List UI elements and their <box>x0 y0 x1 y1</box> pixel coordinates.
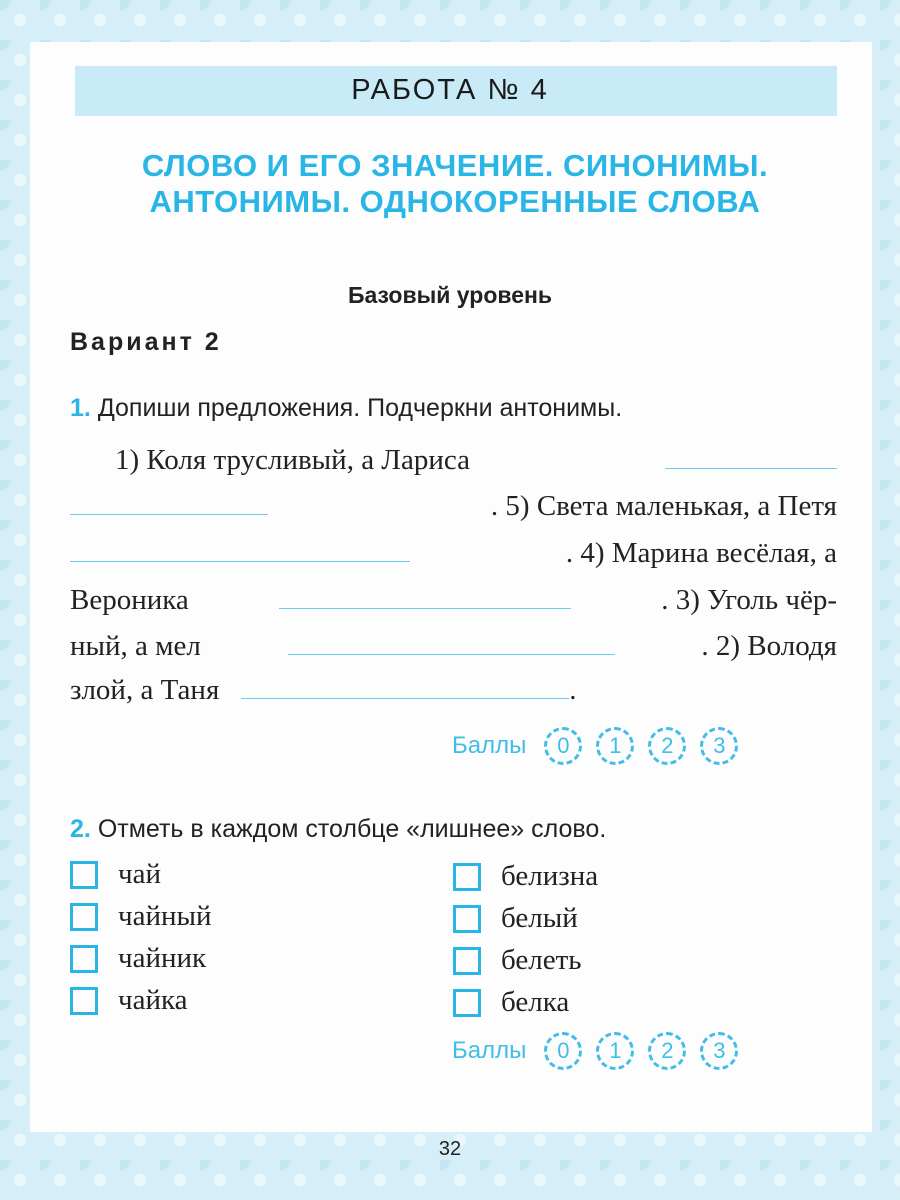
task1-score <box>452 727 738 765</box>
checkbox[interactable] <box>453 989 481 1017</box>
score-option-0[interactable]: 0 <box>544 1032 582 1070</box>
word-option[interactable] <box>70 900 212 933</box>
answer-blank[interactable] <box>665 447 837 469</box>
sentence-text: . 5) Света маленькая, а Петя <box>490 490 837 522</box>
answer-blank[interactable] <box>70 493 268 515</box>
score-option-0[interactable]: 0 <box>544 727 582 765</box>
sentence-line <box>115 444 837 477</box>
task-number: 2. <box>70 815 91 843</box>
answer-blank[interactable] <box>70 540 410 562</box>
sentence-text: Вероника <box>70 584 189 616</box>
word-label: чайный <box>118 900 212 932</box>
sentence-text: . 3) Уголь чёр- <box>661 584 837 616</box>
word-label: белизна <box>501 860 599 892</box>
word-option[interactable] <box>453 944 582 977</box>
word-label: белка <box>501 986 570 1018</box>
checkbox[interactable] <box>70 861 98 889</box>
score-option-1[interactable]: 1 <box>596 727 634 765</box>
word-option[interactable] <box>453 860 598 893</box>
word-option[interactable] <box>70 942 206 975</box>
task-number: 1. <box>70 394 91 422</box>
sentence-line <box>70 630 837 663</box>
score-option-1[interactable]: 1 <box>596 1032 634 1070</box>
score-label: Баллы <box>452 732 527 759</box>
checkbox[interactable] <box>453 905 481 933</box>
word-option[interactable] <box>70 858 161 891</box>
sentence-text: злой, а Таня <box>70 674 220 706</box>
checkbox[interactable] <box>453 863 481 891</box>
task2-instruction <box>70 815 606 844</box>
sentence-text: 1) Коля трусливый, а Лариса <box>115 444 470 476</box>
answer-blank[interactable] <box>288 633 615 655</box>
answer-blank[interactable] <box>279 587 571 609</box>
task1-instruction <box>70 394 622 423</box>
score-option-2[interactable]: 2 <box>648 727 686 765</box>
checkbox[interactable] <box>70 945 98 973</box>
level-label: Базовый уровень <box>347 282 553 308</box>
task-text: Отметь в каждом столбце «лишнее» слово. <box>97 815 607 843</box>
task-text: Допиши предложения. Подчеркни антонимы. <box>97 394 623 422</box>
work-title: РАБОТА № 4 <box>351 74 549 106</box>
page-number: 32 <box>438 1138 462 1160</box>
word-label: чайка <box>118 984 188 1016</box>
word-label: белый <box>501 902 578 934</box>
sentence-text: . <box>569 674 577 706</box>
sentence-line <box>70 490 837 523</box>
sentence-text: ный, а мел <box>70 630 201 662</box>
sentence-text: . 2) Володя <box>701 630 837 662</box>
variant-label: Вариант 2 <box>70 328 222 356</box>
score-option-2[interactable]: 2 <box>648 1032 686 1070</box>
word-option[interactable] <box>453 986 569 1019</box>
checkbox[interactable] <box>70 987 98 1015</box>
word-label: белеть <box>501 944 582 976</box>
sentence-text: . 4) Марина весёлая, а <box>565 537 837 569</box>
score-option-3[interactable]: 3 <box>700 1032 738 1070</box>
word-label: чайник <box>118 942 207 974</box>
score-option-3[interactable]: 3 <box>700 727 738 765</box>
topic-heading: СЛОВО И ЕГО ЗНАЧЕНИЕ. СИНОНИМЫ. АНТОНИМЫ. ОДНОКОРЕННЫЕ СЛОВА <box>141 148 769 219</box>
word-label: чай <box>118 858 161 890</box>
word-option[interactable] <box>453 902 578 935</box>
checkbox[interactable] <box>453 947 481 975</box>
sentence-line <box>70 674 837 707</box>
sentence-line <box>70 537 837 570</box>
word-option[interactable] <box>70 984 188 1017</box>
checkbox[interactable] <box>70 903 98 931</box>
score-label: Баллы <box>452 1037 527 1064</box>
sentence-line <box>70 584 837 617</box>
task2-score <box>452 1032 738 1070</box>
answer-blank[interactable] <box>241 677 569 699</box>
